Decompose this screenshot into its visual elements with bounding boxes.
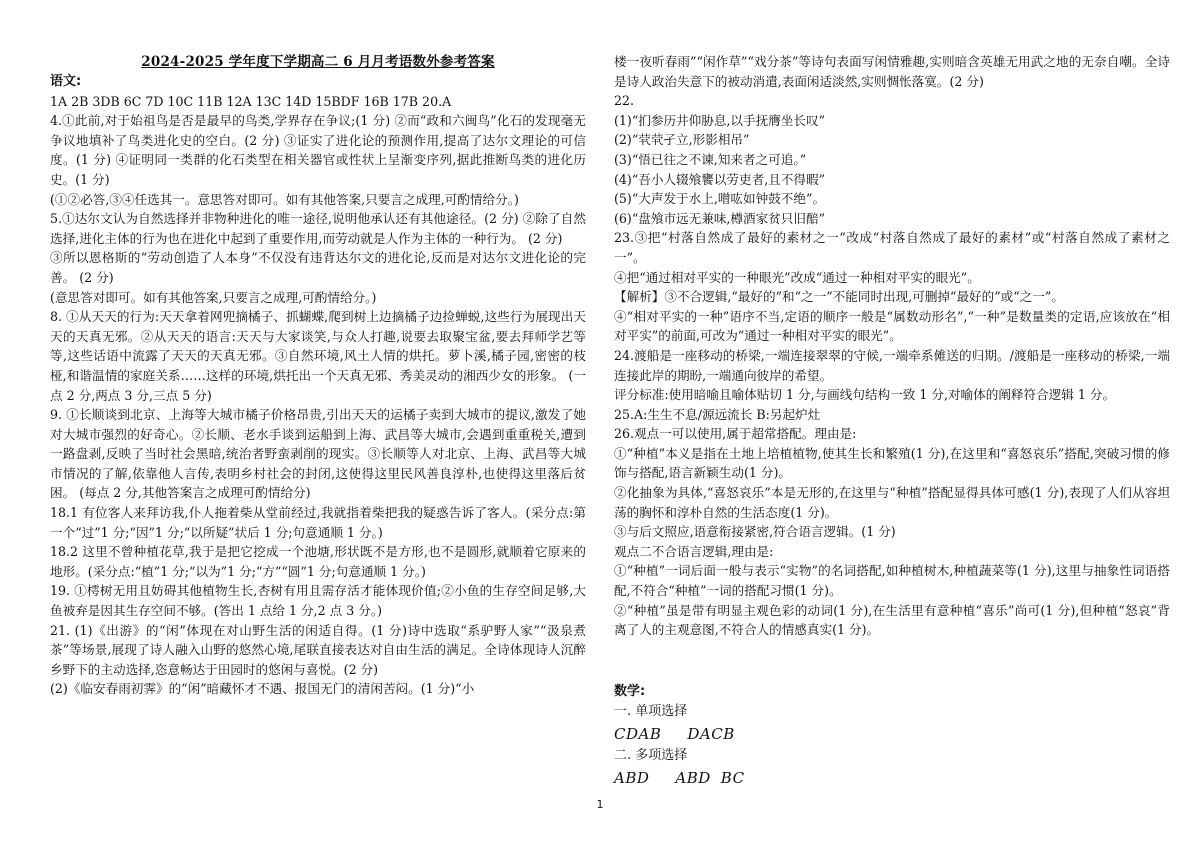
math-section-multiple-choice: 二. 多项选择: [614, 748, 688, 764]
answer-paragraph: 26.观点一可以使用,属于超常搭配。理由是:: [614, 426, 857, 442]
right-paragraphs: [614, 52, 1170, 640]
answer-paragraph: (1)“扪参历井仰胁息,以手抚膺坐长叹”: [614, 112, 826, 128]
answer-paragraph: 5.①达尔文认为自然选择并非物种进化的唯一途径,说明他承认还有其他途径。(2 分) ②除了自然选择,进化主体的行为也在进化中起到了重要作用,而劳动就是人作为主体的一种行为。 (2 分): [50, 211, 586, 246]
answer-paragraph: ④把“通过相对平实的一种眼光”改成“通过一种相对平实的眼光”。: [614, 269, 980, 285]
answer-paragraph: (2)《临安春雨初霁》的“闲”暗藏怀才不遇、报国无门的清闲苦闷。(1 分)“小: [50, 681, 475, 697]
answer-paragraph: (3)“悟已往之不谏,知来者之可追。”: [614, 151, 807, 167]
answer-paragraph: 8. ①从天天的行为:天天拿着网兜摘橘子、抓蝴蝶,爬到树上边摘橘子边捡蝉蜕,这些行为展现出天天的天真无邪。②从天天的语言:天天与大家谈笑,与众人打趣,说要去取聚宝盆,要去拜师学艺等等,这些话语中流露了天天的天真无邪。③自然环境,风土人情的烘托。萝卜溪,橘子园,密密的枝桠,和谐温情的家庭关系……这样的环境,烘托出一个天真无邪、秀美灵动的湘西少女的形象。 (一点 2 分,两点 3 分,三点 5 分): [50, 309, 586, 403]
answer-paragraph: (意思答对即可。如有其他答案,只要言之成理,可酌情给分。): [50, 289, 377, 305]
answer-paragraph: ①“种植”一词后面一般与表示“实物”的名词搭配,如种植树木,种植蔬菜等(1 分),这里与抽象性词语搭配,不符合“种植”一词的搭配习惯(1 分)。: [614, 563, 1170, 599]
right-column: [614, 52, 1170, 789]
math-section-single-choice: 一. 单项选择: [614, 704, 688, 720]
answer-paragraph: 23.③把“村落自然成了最好的素材之一”改成“村落自然成了最好的素材”或“村落自然成了素材之一”。: [614, 230, 1170, 265]
answer-paragraph: 楼一夜听春雨”“闲作草”“戏分茶”等诗句表面写闲情雅趣,实则暗含英雄无用武之地的无奈自嘲。全诗是诗人政治失意下的被动消遣,表面闲适淡然,实则惆怅落寞。(2 分): [614, 54, 1170, 89]
left-column: [50, 72, 586, 699]
math-heading: 数学:: [614, 683, 646, 699]
answer-paragraph: 24.渡船是一座移动的桥梁,一端连接翠翠的守候,一端牵系傩送的归期。/渡船是一座移动的桥梁,一端连接此岸的期盼,一端通向彼岸的希望。: [614, 347, 1170, 383]
answer-paragraph: 4.①此前,对于始祖鸟是否是最早的鸟类,学界存在争议;(1 分) ②而“政和六闽鸟”化石的发现毫无争议地填补了鸟类进化史的空白。(2 分) ③证实了进化论的预测作用,提高了达尔文理论的可信度。(1 分) ④证明同一类群的化石类型在相关器官或性状上呈渐变序列,据此推断鸟类的进化历史。(1 分): [50, 113, 586, 187]
answer-paragraph: 21. (1)《出游》的“闲”体现在对山野生活的闲适自得。(1 分)诗中选取“系驴野人家”“汲泉煮茶”等场景,展现了诗人融入山野的悠然心境,尾联直接表达对自由生活的满足。全诗体现诗人沉醉乡野下的主动选择,恣意畅达于田园时的悠闲与喜悦。(2 分): [50, 622, 586, 677]
answer-paragraph: 25.A:生生不息/源远流长 B:另起炉灶: [614, 406, 821, 422]
math-multi-answer-3: BC: [720, 769, 745, 788]
answer-paragraph: 评分标准:使用暗喻且喻体贴切 1 分,与画线句结构一致 1 分,对喻体的阐释符合逻辑 1 分。: [614, 387, 1116, 403]
answer-paragraph: ②化抽象为具体,“喜怒哀乐”本是无形的,在这里与“种植”搭配显得具体可感(1 分),表现了人们从容坦荡的胸怀和淳朴自然的生活态度(1 分)。: [614, 485, 1170, 520]
answer-paragraph: (5)“大声发于水上,噌吰如钟鼓不绝”。: [614, 191, 826, 207]
answer-paragraph: (4)“吾小人辍飧饔以劳吏者,且不得暇”: [614, 171, 826, 187]
answer-paragraph: 【解析】③不合逻辑,“最好的”和“之一”不能同时出现,可删掉“最好的”或“之一”。: [614, 289, 1064, 305]
answer-paragraph: (2)“茕茕孑立,形影相吊”: [614, 132, 750, 148]
math-single-choice-answers: [614, 723, 1170, 745]
answer-paragraph: 19. ①樗树无用且妨碍其他植物生长,杏树有用且需存活才能体现价值;②小鱼的生存空间足够,大鱼被弃是因其生存空间不够。(答出 1 点给 1 分,2 点 3 分。): [50, 583, 586, 619]
answer-paragraph: ③与后文照应,语意衔接紧密,符合语言逻辑。(1 分): [614, 524, 896, 540]
math-multi-answer-1: ABD: [614, 769, 650, 788]
math-multiple-choice-answers: [614, 767, 1170, 789]
answer-paragraph: 1A 2B 3DB 6C 7D 10C 11B 12A 13C 14D 15BDF 16B 17B 20.A: [50, 93, 452, 109]
math-answers-group-2: DACB: [687, 725, 735, 744]
answer-paragraph: 语文:: [50, 74, 82, 89]
math-answers-group-1: CDAB: [614, 725, 662, 744]
answer-paragraph: 22.: [614, 93, 635, 109]
math-multi-answer-2: ABD: [675, 769, 711, 788]
left-paragraphs: [50, 72, 586, 699]
answer-paragraph: 18.2 这里不曾种植花草,我于是把它挖成一个池塘,形状既不是方形,也不是圆形,就顺着它原来的地形。(采分点:“植”1 分;“以为”1 分;“方”“圆”1 分;句意通顺 1 分。): [50, 544, 586, 579]
answer-paragraph: 9. ①长顺谈到北京、上海等大城市橘子价格昂贵,引出天天的运橘子卖到大城市的提议,激发了她对大城市强烈的好奇心。②长顺、老水手谈到运船到上海、武昌等大城市,会遇到重重税关,遭到一路盘剥,反映了当时社会黑暗,统治者野蛮剥削的现实。③长顺等人对北京、上海、武昌等大城市情况的了解,依靠他人言传,表明乡村社会的封闭,这使得这里民风善良淳朴,也使得这里落后贫困。 (每点 2 分,其他答案言之成理可酌情给分): [50, 407, 586, 501]
answer-paragraph: ③所以恩格斯的“劳动创造了人本身”不仅没有违背达尔文的进化论,反而是对达尔文进化论的完善。 (2 分): [50, 250, 586, 285]
answer-paragraph: ②“种植”虽是带有明显主观色彩的动词(1 分),在生活里有意种植“喜乐”尚可(1 分),但种植“怒哀”背离了人的主观意图,不符合人的情感真实(1 分)。: [614, 602, 1170, 638]
answer-paragraph: (①②必答,③④任选其一。意思答对即可。如有其他答案,只要言之成理,可酌情给分。): [50, 191, 519, 207]
page-number: 1: [596, 798, 604, 811]
answer-paragraph: 观点二不合语言逻辑,理由是:: [614, 543, 774, 559]
answer-paragraph: ④“相对平实的一种”语序不当,定语的顺序一般是“属数动形名”,“一种”是数量类的定语,应该放在“相对平实”的前面,可改为“通过一种相对平实的眼光”。: [614, 308, 1170, 344]
answer-paragraph: (6)“盘飧市远无兼味,樽酒家贫只旧醅”: [614, 210, 826, 226]
page-title: 2024-2025 学年度下学期高二 6 月月考语数外参考答案: [141, 54, 495, 70]
answer-paragraph: 18.1 有位客人来拜访我,仆人拖着柴从堂前经过,我就指着柴把我的疑惑告诉了客人。(采分点:第一个“过”1 分;“因”1 分;“以所疑”状后 1 分;句意通顺 1 分。): [50, 505, 586, 540]
answer-paragraph: ①“种植”本义是指在土地上培植植物,使其生长和繁殖(1 分),在这里和“喜怒哀乐”搭配,突破习惯的修饰与搭配,语言新颖生动(1 分)。: [614, 445, 1170, 481]
